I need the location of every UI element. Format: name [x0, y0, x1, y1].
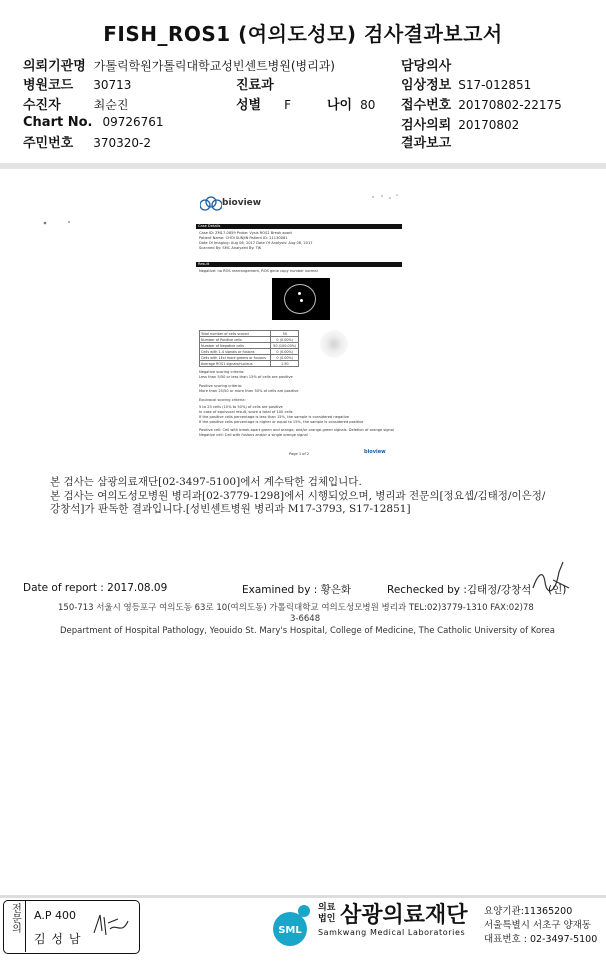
embedded-report	[196, 222, 402, 462]
legal-prefix-1: 의료	[318, 903, 336, 913]
criteria-line: 5 to 25 cells (10% to 50%) of cells are positive	[199, 405, 283, 409]
stamp-ap: A.P 400	[34, 909, 76, 922]
patient-label: 수진자	[23, 98, 61, 113]
table-cell-value: 0 (0.00%)	[271, 355, 299, 361]
org-name: 삼광의료재단	[340, 903, 468, 928]
institution-row	[23, 55, 335, 74]
stamp-vertical-label	[4, 901, 26, 952]
table-cell-value: 50	[271, 331, 299, 337]
clinical-info-value: S17-012851	[458, 78, 532, 92]
page-label: Page 1 of 2	[289, 452, 310, 456]
criteria-line: Positive scoring criteria:	[199, 384, 243, 388]
clinical-info-row	[401, 74, 531, 93]
chart-label: Chart No.	[23, 115, 93, 130]
case-details-header: Case Details	[196, 224, 402, 229]
note-line-1: 본 검사는 삼광의료재단[02-3497-5100]에서 계수탁한 검체입니다.	[50, 476, 362, 488]
report-title: FISH_ROS1 (여의도성모) 검사결과보고서	[103, 22, 503, 46]
table-cell-label: Number of Negative cells	[200, 343, 271, 349]
result-header: Result	[196, 262, 402, 267]
sex-value: F	[284, 98, 292, 112]
case-row: Scanned By: SMC Analyzed By: TJK	[199, 246, 262, 250]
institution-value: 가톨릭학원가톨릭대학교성빈센트병원(병리과)	[93, 59, 335, 73]
criteria-line: Negative cell: Cell with fusions and/or a single orange signal	[199, 433, 308, 437]
request-value: 20170802	[458, 118, 520, 132]
specialist-stamp	[3, 900, 140, 954]
request-row	[401, 114, 519, 133]
rechecked-suffix: (인)	[548, 584, 567, 596]
age-value: 80	[360, 98, 376, 112]
institution-code: 요양기관:11365200	[484, 906, 573, 917]
criteria-line: Equivocal scoring criteria:	[199, 398, 246, 402]
table-cell-value: 0 (0.00%)	[271, 349, 299, 355]
result-text: Negative: no ROS rearrangement, ROS gene copy number normal	[199, 269, 318, 273]
cell-count-table	[199, 330, 299, 367]
address-line-1: 150-713 서울시 영등포구 여의도동 63로 10(여의도동) 가톨릭대학교 여의도성모병원 병리과 TEL:02)3779-1310 FAX:02)78	[58, 603, 534, 613]
header-divider	[0, 163, 606, 169]
scan-speckle	[370, 186, 400, 194]
case-row: Case ID: ZM17-0859 Probe: Vysis ROS1 Break apart	[199, 231, 292, 235]
stamp-vertical-text: 전문의	[9, 903, 21, 933]
rrn-row	[23, 132, 151, 151]
org-contact	[484, 905, 597, 947]
patient-value: 최순진	[93, 98, 129, 112]
bioview-logo-text: bioview	[222, 198, 262, 208]
fish-signal	[298, 292, 301, 295]
note-line-3: 강창석]가 판독한 결과입니다.[성빈센트병원 병리과 M17-3793, S17-12851]	[50, 503, 411, 515]
clinical-info-label: 임상정보	[401, 78, 452, 93]
receipt-no-value: 20170802-22175	[458, 98, 562, 112]
criteria-line: If the positive cells percentage is higher or equal to 15%, the sample is considered positive	[199, 420, 364, 424]
sex-label: 성별	[236, 98, 262, 113]
stamp-signature	[92, 909, 132, 941]
rrn-value: 370320-2	[93, 136, 151, 150]
chart-row	[23, 114, 164, 130]
table-row	[200, 361, 299, 367]
hospital-code-value: 30713	[93, 78, 132, 92]
bioview-logo	[200, 196, 260, 214]
table-cell-value: 0 (0.00%)	[271, 337, 299, 343]
stamp-name: 김 성 남	[34, 932, 82, 946]
table-cell-value: 1.50	[271, 361, 299, 367]
sex-row	[236, 94, 291, 113]
table-cell-value: 50 (100.00%)	[271, 343, 299, 349]
hospital-code-label: 병원코드	[23, 78, 74, 93]
note-line-2: 본 검사는 여의도성모병원 병리과[02-3779-1298]에서 시행되었으며, 병리과 전문의[정요셉/김태정/이은정/	[50, 490, 546, 502]
scan-speckle	[42, 211, 72, 217]
chart-value: 09726761	[102, 115, 164, 129]
criteria-line: Negative scoring criteria:	[199, 370, 245, 374]
table-cell-label: Number of Positive cells	[200, 337, 271, 343]
department-line: Department of Hospital Pathology, Yeouido St. Mary's Hospital, College of Medicine, The Catholic University of Korea	[60, 626, 555, 636]
address-line-2: 3-6648	[290, 614, 321, 624]
patient-row	[23, 94, 128, 113]
bioview-circles-icon	[200, 196, 222, 212]
examined-by: Examined by : 황은화	[242, 584, 352, 596]
age-label: 나이	[327, 98, 353, 113]
age-row	[327, 94, 375, 113]
fish-cell-image	[272, 278, 330, 320]
signal-scatter-thumbnail	[320, 330, 348, 358]
fish-signal	[300, 299, 303, 302]
bottom-divider	[0, 895, 606, 898]
table-cell-label: Average ROS1 signals/nucleus	[200, 361, 271, 367]
hospital-code-row	[23, 74, 131, 93]
table-cell-label: Cells with 1Exl more greens or fusions	[200, 355, 271, 361]
criteria-line: Positive cell: Cell with break-apart green and orange, and/or orange-green signals. Deletion of orange signal	[199, 428, 394, 432]
org-name-en: Samkwang Medical Laboratories	[318, 928, 466, 937]
criteria-line: In case of equivocal result, score a total of 100 cells	[199, 410, 293, 414]
doctor-label: 담당의사	[401, 59, 452, 74]
institution-label: 의뢰기관명	[23, 59, 86, 74]
criteria-line: Less than 5/50 or less than 15% of cells are positive	[199, 375, 293, 379]
dept-label: 진료과	[236, 78, 274, 93]
org-address: 서울특별시 서초구 양재동	[484, 920, 591, 931]
case-row: Date Of Imaging: Aug 08, 2017 Date Of Analysis: Aug 08, 2017	[199, 241, 313, 245]
table-cell-label: Cells with 1-4 signals or fusions	[200, 349, 271, 355]
result-report-label: 결과보고	[401, 136, 452, 151]
sml-logo-text: SML	[278, 925, 302, 936]
legal-prefix-2: 법인	[318, 914, 336, 924]
table-cell-label: Total number of cells scored	[200, 331, 271, 337]
org-phone: 대표번호 : 02-3497-5100	[484, 934, 598, 945]
case-row: Patient Name: CHOI SUNJIN Patient ID: 21130081	[199, 236, 288, 240]
sml-logo-icon	[270, 903, 314, 947]
bioview-footer-logo: bioview	[364, 449, 386, 455]
criteria-line: More than 25/50 or more than 50% of cells are positive	[199, 389, 299, 393]
criteria-line: If the positive cells percentage is less than 15%, the sample is considered negative	[199, 415, 350, 419]
rechecked-by: Rechecked by :김태정/강창석	[387, 584, 532, 596]
receipt-row	[401, 94, 562, 113]
receipt-no-label: 접수번호	[401, 98, 452, 113]
rrn-label: 주민번호	[23, 136, 74, 151]
request-label: 검사의뢰	[401, 118, 452, 133]
date-of-report: Date of report : 2017.08.09	[23, 582, 168, 594]
legal-prefix	[318, 903, 335, 925]
